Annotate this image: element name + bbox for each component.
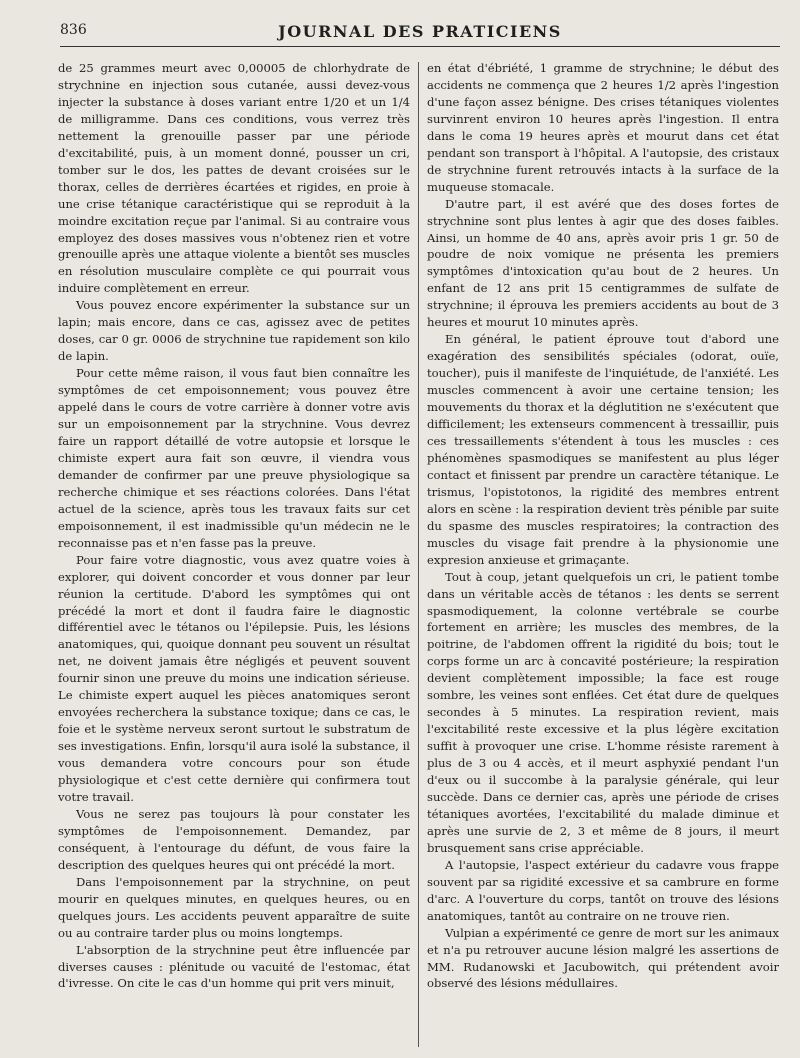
paragraph: Vulpian a expérimenté ce genre de mort sur les animaux et n'a pu retrouver aucune lésion malgré les assertions de MM. Rudanowski et Jacubowitch, qui prétendent avoir observé des lésions médullaires. (427, 925, 779, 991)
paragraph: Pour faire votre diagnostic, vous avez quatre voies à explorer, qui doivent concorder et vous donner par leur réunion la certitude. D'abord les symptômes qui ont précédé la mort et dont il faudra faire le diagnostic différentiel avec le tétanos ou l'épilepsie. Puis, les lésions anatomiques, qui, quoique donnant peu souvent un résultat net, ne doivent jamais être négligés et peuvent souvent fournir sinon une preuve du moins une indication sérieuse. Le chimiste expert auquel les pièces anatomiques seront envoyées recherchera la substance toxique; dans ce cas, le foie et le système nerveux seront surtout le substratum de ses investigations. Enfin, lorsqu'il aura isolé la substance, il vous demandera votre concours pour son étude physiologique et c'est cette dernière qui confirmera tout votre travail. (58, 552, 410, 804)
paragraph: En général, le patient éprouve tout d'abord une exagération des sensibilités spéciales (odorat, ouïe, toucher), puis il manifeste de l'inquiétude, de l'anxiété. Les muscles commencent à avoir une certaine tension; les mouvements du thorax et la déglutition ne s'exécutent que difficilement; les extenseurs commencent à tressaillir, puis ces tressaillements s'étendent à tous les muscles : ces phénomènes spasmodiques se manifestent au plus léger contact et finissent par prendre un caractère tétanique. Le trismus, l'opistotonos, la rigidité des membres entrent alors en scène : la respiration devient très pénible par suite du spasme des muscles respiratoires; la contraction des muscles du visage fait prendre à la physionomie une expresion anxieuse et grimaçante. (427, 332, 779, 567)
right-column (427, 60, 779, 1050)
paragraph: L'absorption de la strychnine peut être influencée par diverses causes : plénitude ou vacuité de l'estomac, état d'ivresse. On cite le cas d'un homme qui prit vers minuit, (58, 942, 410, 991)
journal-title: JOURNAL DES PRATICIENS (278, 22, 562, 41)
paragraph: Pour cette même raison, il vous faut bien connaître les symptômes de cet empoisonnement; vous pouvez être appelé dans le cours de votre carrière à donner votre avis sur un empoisonnement par la strychnine. Vous devrez faire un rapport détaillé de votre autopsie et lorsque le chimiste expert aura fait son œuvre, il viendra vous demander de confirmer par une preuve physiologique sa recherche chimique et ses réactions colorées. Dans l'état actuel de la science, après tous les travaux faits sur cet empoisonnement, il est inadmissible qu'un médecin ne le reconnaisse pas et n'en fasse pas la preuve. (58, 366, 410, 550)
paragraph: A l'autopsie, l'aspect extérieur du cadavre vous frappe souvent par sa rigidité excessive et sa cambrure en forme d'arc. A l'ouverture du corps, tantôt on trouve des lésions anatomiques, tantôt au contraire on ne trouve rien. (427, 857, 779, 923)
paragraph: Dans l'empoisonnement par la strychnine, on peut mourir en quelques minutes, en quelques heures, ou en quelques jours. Les accidents peuvent apparaître de suite ou au contraire tarder plus ou moins longtemps. (58, 874, 410, 940)
paragraph: D'autre part, il est avéré que des doses fortes de strychnine sont plus lentes à agir que des doses faibles. Ainsi, un homme de 40 ans, après avoir pris 1 gr. 50 de poudre de noix vomique ne présenta les premiers symptômes d'intoxication qu'au bout de 2 heures. Un enfant de 12 ans prit 15 centigrammes de sulfate de strychnine; il éprouva les premiers accidents au bout de 3 heures et mourut 10 minutes après. (427, 196, 779, 330)
paragraph: Tout à coup, jetant quelquefois un cri, le patient tombe dans un véritable accès de tétanos : les dents se serrent spasmodiquement, la colonne vertébrale se courbe fortement en arrière; les muscles des membres, de la poitrine, de l'abdomen offrent la rigidité du bois; tout le corps forme un arc à concavité postérieure; la respiration devient complètement impossible; la face est rouge sombre, les veines sont enflées. Cet état dure de quelques secondes à 5 minutes. La respiration revient, mais l'excitabilité reste excessive et la plus légère excitation suffit à provoquer une crise. L'homme résiste rarement à plus de 3 ou 4 accès, et il meurt asphyxié pendant l'un d'eux ou il succombe à la paralysie générale, qui leur succède. Dans ce dernier cas, après une période de crises tétaniques avortées, l'excitabilité du malade diminue et après une survie de 2, 3 et même de 8 jours, il meurt brusquement sans crise appréciable. (427, 569, 779, 855)
paragraph: en état d'ébriété, 1 gramme de strychnine; le début des accidents ne commença que 2 heures 1/2 après l'ingestion d'une façon assez bénigne. Des crises tétaniques violentes survinrent environ 10 heures après l'ingestion. Il entra dans le coma 19 heures après et mourut dans cet état pendant son transport à l'hôpital. A l'autopsie, des cristaux de strychnine furent retrouvés intacts à la surface de la muqueuse stomacale. (427, 61, 779, 194)
paragraph: Vous ne serez pas toujours là pour constater les symptômes de l'empoisonnement. Demandez, par conséquent, à l'entourage du défunt, de vous faire la description des quelques heures qui ont précédé la mort. (58, 806, 410, 872)
left-column (58, 60, 410, 1050)
paragraph: de 25 grammes meurt avec 0,00005 de chlorhydrate de strychnine en injection sous cutanée, aussi devez-vous injecter la substance à doses variant entre 1/20 et un 1/4 de milligramme. Dans ces conditions, vous verrez très nettement la grenouille passer par une période d'excitabilité, puis, à un moment donné, pousser un cri, tomber sur le dos, les pattes de devant croisées sur le thorax, celles de derrières écartées et rigides, en proie à une crise tétanique caractéristique qui se reproduit à la moindre excitation reçue par l'animal. Si au contraire vous employez des doses massives vous n'obtenez rien et votre grenouille après une attaque violente a bientôt ses muscles en résolution musculaire complète ce qui pourrait vous induire complètement en erreur. (58, 61, 410, 296)
paragraph: Vous pouvez encore expérimenter la substance sur un lapin; mais encore, dans ce cas, agissez avec de petites doses, car 0 gr. 0006 de strychnine tue rapidement son kilo de lapin. (58, 298, 410, 364)
column-divider (418, 62, 419, 1047)
page-header (60, 20, 780, 47)
page-number: 836 (60, 22, 87, 38)
